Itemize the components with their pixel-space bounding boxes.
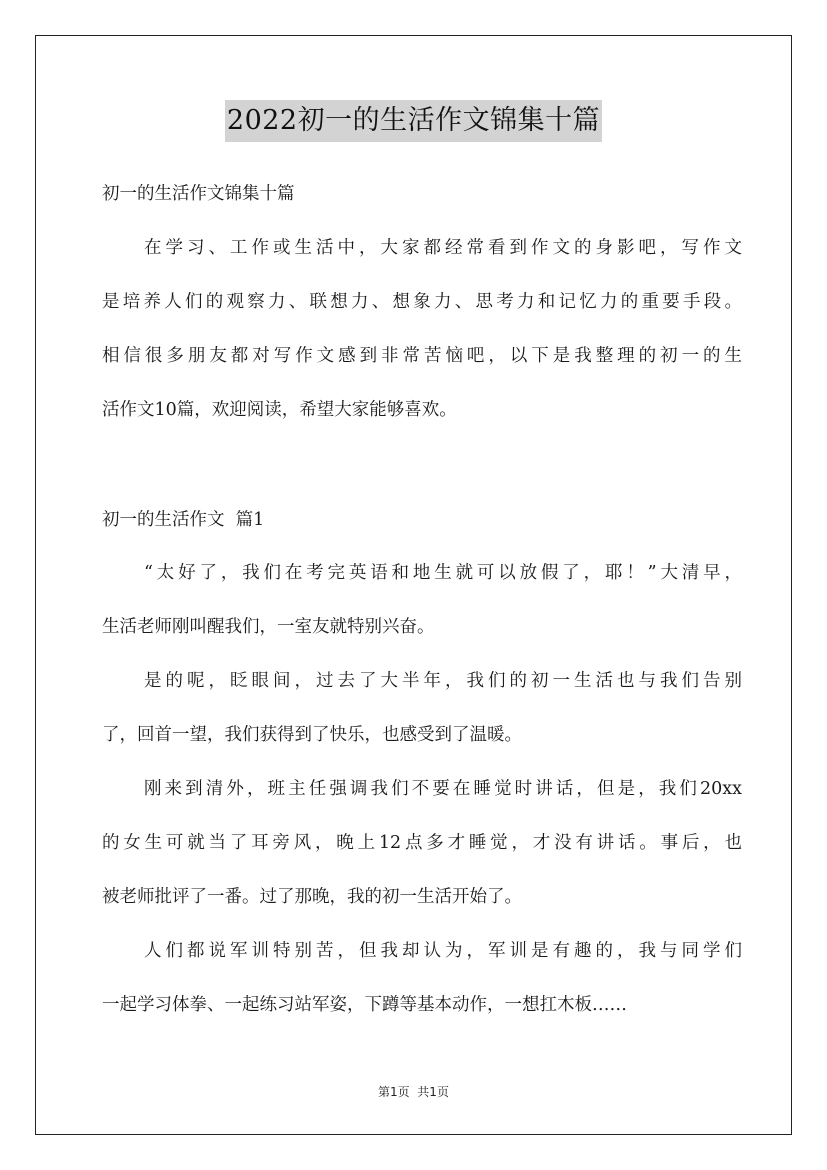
intro-line-4: 活作文10篇，欢迎阅读，希望大家能够喜欢。	[102, 400, 457, 420]
document-title-container	[0, 100, 827, 142]
intro-line-1: 在学习、工作或生活中，大家都经常看到作文的身影吧，写作文	[144, 238, 742, 258]
para4-line-1: 人们都说军训特别苦，但我却认为，军训是有趣的，我与同学们	[144, 941, 742, 961]
intro-line-3: 相信很多朋友都对写作文感到非常苦恼吧，以下是我整理的初一的生	[102, 346, 742, 366]
para2-line-2: 了，回首一望，我们获得到了快乐，也感受到了温暖。	[102, 725, 522, 745]
para4-line-2: 一起学习体拳、一起练习站军姿，下蹲等基本动作，一想扛木板……	[102, 995, 627, 1015]
intro-line-2: 是培养人们的观察力、联想力、想象力、思考力和记忆力的重要手段。	[102, 292, 742, 312]
document-title: 2022初一的生活作文锦集十篇	[225, 100, 602, 142]
section-heading: 初一的生活作文 篇1	[102, 510, 265, 530]
page-number-footer: 第1页 共1页	[378, 1085, 449, 1099]
document-subtitle: 初一的生活作文锦集十篇	[102, 184, 295, 204]
para2-line-1: 是的呢，眨眼间，过去了大半年，我们的初一生活也与我们告别	[144, 671, 742, 691]
para3-line-1: 刚来到清外，班主任强调我们不要在睡觉时讲话，但是，我们20xx	[144, 779, 742, 799]
para1-line-2: 生活老师刚叫醒我们，一室友就特别兴奋。	[102, 617, 435, 637]
para3-line-2: 的女生可就当了耳旁风，晚上12点多才睡觉，才没有讲话。事后，也	[102, 833, 742, 853]
para3-line-3: 被老师批评了一番。过了那晚，我的初一生活开始了。	[102, 887, 522, 907]
para1-line-1: “太好了，我们在考完英语和地生就可以放假了，耶！”大清早，	[144, 563, 742, 583]
